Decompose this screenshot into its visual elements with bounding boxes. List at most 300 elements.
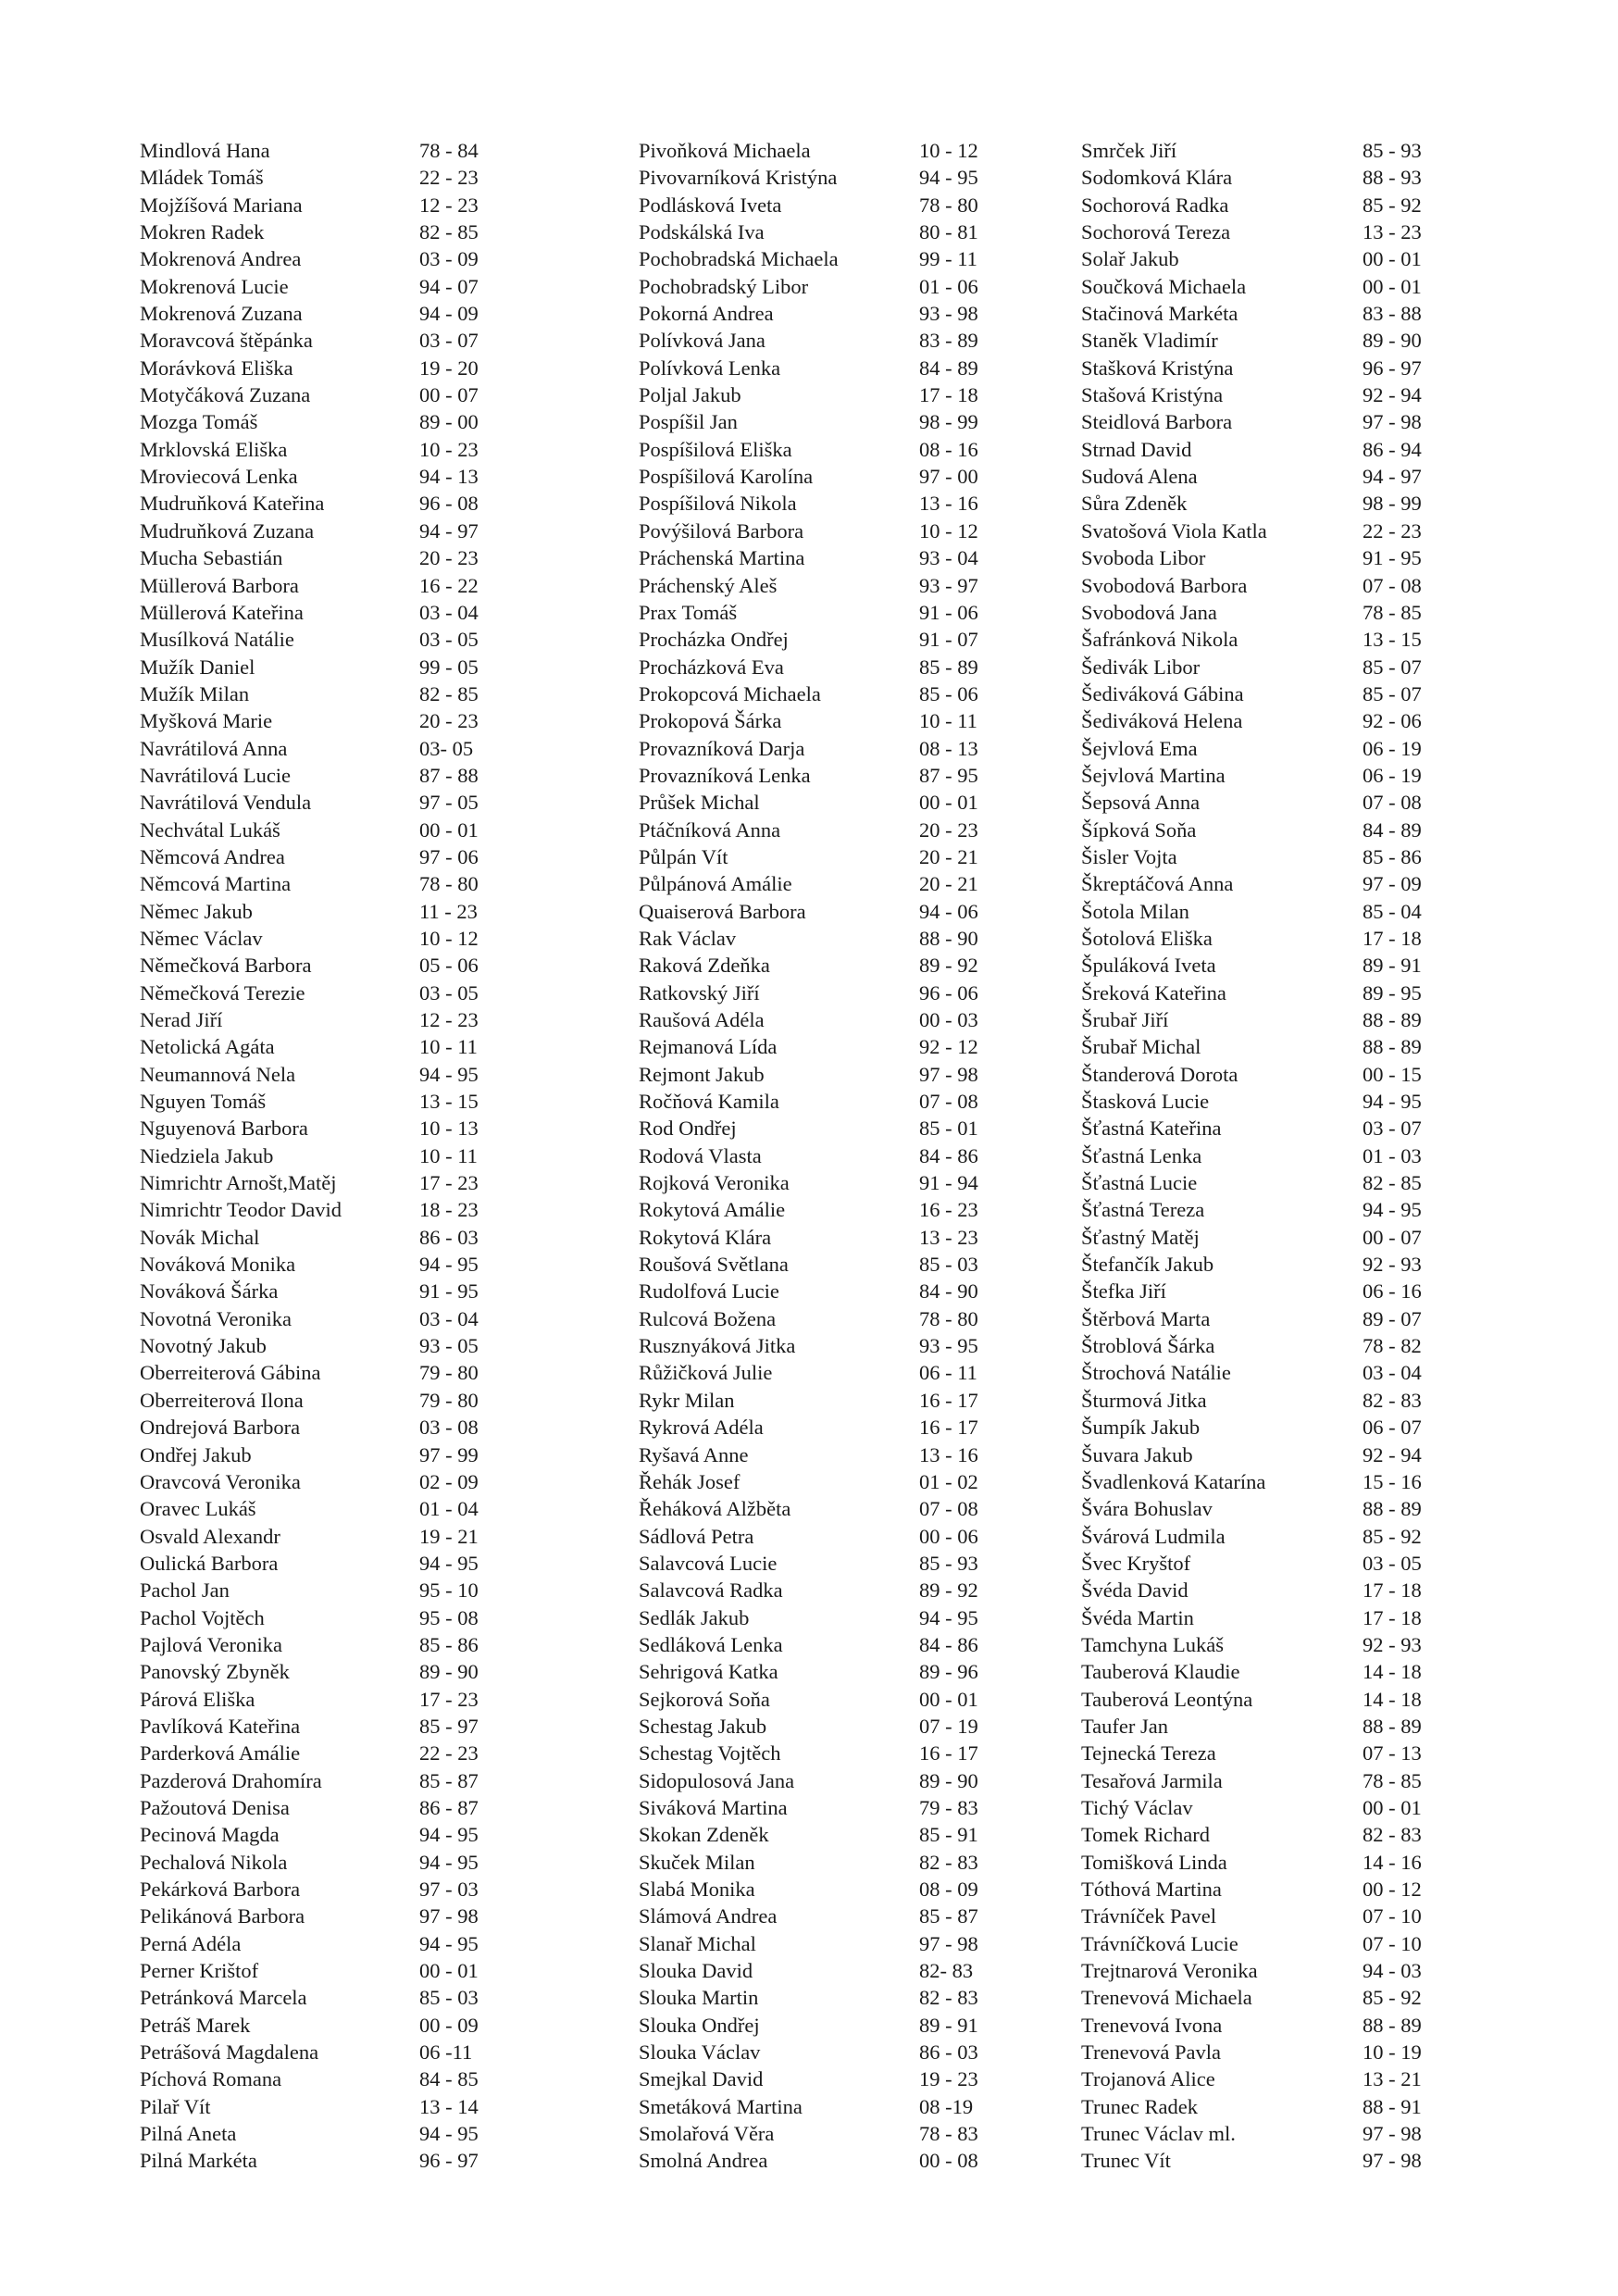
year-range: 00 - 01	[919, 1687, 978, 1711]
person-name: Myšková Marie	[140, 709, 273, 733]
person-name: Sehrigová Katka	[639, 1660, 778, 1684]
person-name: Tichý Václav	[1081, 1795, 1193, 1819]
person-name: Štanderová Dorota	[1081, 1062, 1238, 1086]
person-name: Šisler Vojta	[1081, 844, 1177, 868]
year-range: 02 - 09	[419, 1469, 479, 1493]
person-name: Štasková Lucie	[1081, 1090, 1210, 1114]
person-name: Ratkovský Jiří	[639, 980, 760, 1004]
year-range: 79 - 83	[919, 1795, 978, 1819]
year-range: 82 - 83	[919, 1986, 978, 2010]
year-range: 84 - 89	[919, 356, 978, 380]
year-range: 98 - 99	[919, 410, 978, 434]
year-range: 85 - 03	[919, 1253, 978, 1277]
person-name: Nimrichtr Teodor David	[140, 1198, 342, 1222]
year-range: 78 - 83	[919, 2122, 978, 2146]
person-name: Stašková Kristýna	[1081, 356, 1234, 380]
year-range: 87 - 88	[419, 763, 479, 787]
year-range: 96 - 97	[1363, 356, 1422, 380]
year-range: 85 - 91	[919, 1823, 978, 1847]
person-name: Mokrenová Zuzana	[140, 302, 303, 326]
year-range: 97 - 98	[919, 1062, 978, 1086]
person-name: Novák Michal	[140, 1225, 260, 1249]
person-name: Škreptáčová Anna	[1081, 872, 1234, 896]
year-range: 79 - 80	[419, 1361, 479, 1385]
year-range: 85 - 89	[919, 655, 978, 679]
person-name: Trenevová Ivona	[1081, 2013, 1223, 2037]
person-name: Němcová Martina	[140, 872, 292, 896]
person-name: Rokytová Klára	[639, 1225, 772, 1249]
year-range: 95 - 08	[419, 1605, 479, 1629]
person-name: Tejnecká Tereza	[1081, 1741, 1216, 1766]
year-range: 20 - 23	[419, 709, 479, 733]
person-name: Pivovarníková Kristýna	[639, 166, 838, 190]
year-range: 16 - 17	[919, 1388, 978, 1412]
year-range: 13 - 23	[1363, 220, 1422, 244]
person-name: Šediváková Helena	[1081, 709, 1243, 733]
person-name: Svobodová Jana	[1081, 600, 1217, 624]
person-name: Šumpík Jakub	[1081, 1416, 1201, 1440]
year-range: 85 - 93	[1363, 139, 1422, 162]
year-range: 80 - 81	[919, 220, 978, 244]
person-name: Mindlová Hana	[140, 139, 270, 162]
person-name: Rudolfová Lucie	[639, 1279, 779, 1304]
person-name: Staněk Vladimír	[1081, 329, 1218, 353]
year-range: 14 - 16	[1363, 1850, 1422, 1874]
person-name: Rusznyáková Jitka	[639, 1334, 796, 1358]
year-range: 10 - 19	[1363, 2040, 1422, 2065]
year-range: 97 - 05	[419, 791, 479, 815]
year-range: 13 - 15	[419, 1090, 479, 1114]
year-range: 94 - 95	[1363, 1090, 1422, 1114]
year-range: 06 - 16	[1363, 1279, 1422, 1304]
year-range: 18 - 23	[419, 1198, 479, 1222]
year-range: 89 - 00	[419, 410, 479, 434]
person-name: Šťastná Tereza	[1081, 1198, 1205, 1222]
person-name: Pilná Aneta	[140, 2122, 237, 2146]
year-range: 88 - 89	[1363, 1497, 1422, 1521]
year-range: 85 - 86	[1363, 844, 1422, 868]
year-range: 07 - 10	[1363, 1904, 1422, 1928]
year-range: 03 - 04	[419, 1306, 479, 1330]
person-name: Pelikánová Barbora	[140, 1904, 305, 1928]
year-range: 86 - 03	[419, 1225, 479, 1249]
person-name: Ondřej Jakub	[140, 1442, 252, 1466]
year-range: 22 - 23	[419, 1741, 479, 1766]
year-range: 00 - 01	[419, 817, 479, 842]
person-name: Osvald Alexandr	[140, 1524, 280, 1548]
person-name: Salavcová Lucie	[639, 1551, 778, 1575]
person-name: Štrochová Natálie	[1081, 1361, 1231, 1385]
year-range: 03 - 05	[1363, 1551, 1422, 1575]
person-name: Polívková Jana	[639, 329, 765, 353]
year-range: 17 - 18	[1363, 1578, 1422, 1603]
year-range: 92 - 93	[1363, 1253, 1422, 1277]
person-name: Stašová Kristýna	[1081, 383, 1224, 407]
year-range: 85 - 87	[419, 1768, 479, 1792]
person-name: Šťastná Lenka	[1081, 1143, 1202, 1167]
year-range: 94 - 13	[419, 465, 479, 489]
year-range: 84 - 85	[419, 2067, 479, 2091]
person-name: Perner Krištof	[140, 1959, 259, 1983]
person-name: Šípková Soňa	[1081, 817, 1197, 842]
year-range: 03 - 05	[419, 628, 479, 652]
year-range: 91 - 07	[919, 628, 978, 652]
year-range: 00 - 07	[1363, 1225, 1422, 1249]
person-name: Neumannová Nela	[140, 1062, 296, 1086]
person-name: Nguyen Tomáš	[140, 1090, 267, 1114]
year-range: 99 - 05	[419, 655, 479, 679]
year-range: 82 - 85	[419, 681, 479, 705]
person-name: Mojžíšová Mariana	[140, 193, 303, 217]
person-name: Oravec Lukáš	[140, 1497, 256, 1521]
year-range: 85 - 03	[419, 1986, 479, 2010]
person-name: Nováková Šárka	[140, 1279, 279, 1304]
year-range: 14 - 18	[1363, 1687, 1422, 1711]
year-range: 97 - 98	[1363, 2149, 1422, 2173]
person-name: Niedziela Jakub	[140, 1143, 274, 1167]
person-name: Růžičková Julie	[639, 1361, 773, 1385]
person-name: Müllerová Kateřina	[140, 600, 304, 624]
person-name: Schestag Jakub	[639, 1714, 767, 1738]
person-name: Slanař Michal	[639, 1931, 756, 1955]
year-range: 03 - 07	[419, 329, 479, 353]
person-name: Práchenský Aleš	[639, 573, 778, 597]
person-name: Sejkorová Soňa	[639, 1687, 770, 1711]
person-name: Oberreiterová Gábina	[140, 1361, 321, 1385]
year-range: 03 - 09	[419, 247, 479, 271]
person-name: Šejvlová Ema	[1081, 736, 1198, 760]
year-range: 13 - 15	[1363, 628, 1422, 652]
person-name: Pokorná Andrea	[639, 302, 774, 326]
year-range: 91 - 95	[419, 1279, 479, 1304]
person-name: Smetáková Martina	[639, 2094, 803, 2118]
person-name: Parderková Amálie	[140, 1741, 301, 1766]
year-range: 97 - 98	[419, 1904, 479, 1928]
person-name: Trunec Radek	[1081, 2094, 1199, 2118]
person-name: Sedlák Jakub	[639, 1605, 750, 1629]
year-range: 07 - 13	[1363, 1741, 1422, 1766]
person-name: Provazníková Lenka	[639, 763, 811, 787]
person-name: Smolařová Věra	[639, 2122, 775, 2146]
year-range: 07 - 08	[919, 1497, 978, 1521]
year-range: 93 - 98	[919, 302, 978, 326]
year-range: 94 - 03	[1363, 1959, 1422, 1983]
year-range: 94 - 06	[919, 899, 978, 923]
year-range: 10 - 12	[919, 139, 978, 162]
person-name: Novotný Jakub	[140, 1334, 267, 1358]
year-range: 78 - 85	[1363, 600, 1422, 624]
person-name: Pospíšil Jan	[639, 410, 738, 434]
year-range: 10 - 23	[419, 437, 479, 461]
year-range: 17 - 18	[1363, 1605, 1422, 1629]
person-name: Prokopcová Michaela	[639, 681, 821, 705]
year-range: 03 - 04	[419, 600, 479, 624]
person-name: Šedivák Libor	[1081, 655, 1201, 679]
person-name: Perná Adéla	[140, 1931, 242, 1955]
person-name: Tomek Richard	[1081, 1823, 1211, 1847]
person-name: Mužík Milan	[140, 681, 250, 705]
person-name: Tóthová Martina	[1081, 1878, 1222, 1901]
person-name: Šťastná Kateřina	[1081, 1117, 1222, 1141]
person-name: Rejmont Jakub	[639, 1062, 765, 1086]
year-range: 07 - 08	[1363, 573, 1422, 597]
year-range: 00 - 01	[419, 1959, 479, 1983]
person-name: Ondrejová Barbora	[140, 1416, 301, 1440]
person-name: Raková Zdeňka	[639, 954, 770, 978]
year-range: 94 - 95	[419, 1823, 479, 1847]
year-range: 91 - 95	[1363, 546, 1422, 570]
person-name: Mucha Sebastián	[140, 546, 283, 570]
person-name: Trojanová Alice	[1081, 2067, 1215, 2091]
year-range: 06 - 11	[919, 1361, 977, 1385]
person-name: Navrátilová Vendula	[140, 791, 312, 815]
person-name: Slouka David	[639, 1959, 753, 1983]
person-name: Šotola Milan	[1081, 899, 1189, 923]
year-range: 84 - 86	[919, 1632, 978, 1656]
year-range: 92 - 93	[1363, 1632, 1422, 1656]
person-name: Roušová Světlana	[639, 1253, 789, 1277]
year-range: 10 - 12	[419, 926, 479, 950]
year-range: 00 - 01	[1363, 1795, 1422, 1819]
year-range: 89 - 96	[919, 1660, 978, 1684]
person-name: Štroblová Šárka	[1081, 1334, 1215, 1358]
person-name: Řeháková Alžběta	[639, 1497, 791, 1521]
year-range: 91 - 06	[919, 600, 978, 624]
year-range: 87 - 95	[919, 763, 978, 787]
year-range: 92 - 12	[919, 1035, 978, 1059]
person-name: Rojková Veronika	[639, 1171, 790, 1195]
person-name: Pochobradská Michaela	[639, 247, 839, 271]
year-range: 06 - 19	[1363, 763, 1422, 787]
person-name: Štěrbová Marta	[1081, 1306, 1211, 1330]
year-range: 94 - 95	[419, 1062, 479, 1086]
person-name: Švadlenková Katarína	[1081, 1469, 1266, 1493]
person-name: Švec Kryštof	[1081, 1551, 1191, 1575]
year-range: 19 - 21	[419, 1524, 479, 1548]
year-range: 00 - 01	[1363, 247, 1422, 271]
year-range: 19 - 23	[919, 2067, 978, 2091]
year-range: 88 - 89	[1363, 1035, 1422, 1059]
person-name: Trenevová Michaela	[1081, 1986, 1252, 2010]
year-range: 78 - 80	[919, 1306, 978, 1330]
year-range: 10 - 11	[919, 709, 977, 733]
person-name: Pecinová Magda	[140, 1823, 280, 1847]
person-name: Navrátilová Lucie	[140, 763, 292, 787]
person-name: Pilař Vít	[140, 2094, 211, 2118]
year-range: 96 - 97	[419, 2149, 479, 2173]
year-range: 94 - 97	[419, 518, 479, 543]
person-name: Mokren Radek	[140, 220, 265, 244]
year-range: 13 - 16	[919, 1442, 978, 1466]
person-name: Šťastný Matěj	[1081, 1225, 1200, 1249]
person-name: Pajlová Veronika	[140, 1632, 282, 1656]
year-range: 89 - 95	[1363, 980, 1422, 1004]
year-range: 00 - 01	[919, 791, 978, 815]
person-name: Mokrenová Lucie	[140, 274, 289, 298]
year-range: 78 - 80	[419, 872, 479, 896]
person-name: Štefka Jiří	[1081, 1279, 1166, 1304]
person-name: Sádlová Petra	[639, 1524, 754, 1548]
year-range: 97 - 99	[419, 1442, 479, 1466]
year-range: 89 - 90	[1363, 329, 1422, 353]
year-range: 07 - 19	[919, 1714, 978, 1738]
year-range: 83 - 89	[919, 329, 978, 353]
year-range: 10 - 13	[419, 1117, 479, 1141]
year-range: 85 - 92	[1363, 1524, 1422, 1548]
year-range: 82- 83	[919, 1959, 974, 1983]
person-name: Špuláková Iveta	[1081, 954, 1216, 978]
year-range: 89 - 90	[419, 1660, 479, 1684]
year-range: 85 - 01	[919, 1117, 978, 1141]
year-range: 89 - 91	[919, 2013, 978, 2037]
year-range: 10 - 11	[419, 1035, 478, 1059]
year-range: 06 - 19	[1363, 736, 1422, 760]
year-range: 12 - 23	[419, 193, 479, 217]
year-range: 01 - 06	[919, 274, 978, 298]
person-name: Mroviecová Lenka	[140, 465, 298, 489]
person-name: Svatošová Viola Katla	[1081, 518, 1267, 543]
person-name: Švárová Ludmila	[1081, 1524, 1226, 1548]
year-range: 85 - 07	[1363, 681, 1422, 705]
year-range: 19 - 20	[419, 356, 479, 380]
person-name: Steidlová Barbora	[1081, 410, 1233, 434]
person-name: Poljal Jakub	[639, 383, 741, 407]
year-range: 17 - 18	[1363, 926, 1422, 950]
year-range: 82 - 83	[1363, 1823, 1422, 1847]
year-range: 16 - 23	[919, 1198, 978, 1222]
person-name: Smejkal David	[639, 2067, 764, 2091]
person-name: Štefančík Jakub	[1081, 1253, 1214, 1277]
person-name: Rodová Vlasta	[639, 1143, 762, 1167]
person-name: Pavlíková Kateřina	[140, 1714, 301, 1738]
person-name: Rykrová Adéla	[639, 1416, 764, 1440]
year-range: 88 - 93	[1363, 166, 1422, 190]
person-name: Solař Jakub	[1081, 247, 1179, 271]
year-range: 94 - 95	[419, 1931, 479, 1955]
year-range: 92 - 94	[1363, 1442, 1422, 1466]
person-name: Tamchyna Lukáš	[1081, 1632, 1224, 1656]
person-name: Šediváková Gábina	[1081, 681, 1244, 705]
year-range: 88 - 89	[1363, 1714, 1422, 1738]
person-name: Smrček Jiří	[1081, 139, 1177, 162]
year-range: 82 - 85	[1363, 1171, 1422, 1195]
person-name: Párová Eliška	[140, 1687, 255, 1711]
person-name: Pekárková Barbora	[140, 1878, 301, 1901]
year-range: 78 - 82	[1363, 1334, 1422, 1358]
year-range: 93 - 97	[919, 573, 978, 597]
person-name: Petrášová Magdalena	[140, 2040, 319, 2065]
person-name: Prokopová Šárka	[639, 709, 782, 733]
year-range: 78 - 84	[419, 139, 479, 162]
year-range: 94 - 95	[419, 1551, 479, 1575]
person-name: Moravcová štěpánka	[140, 329, 313, 353]
year-range: 84 - 89	[1363, 817, 1422, 842]
year-range: 82 - 83	[1363, 1388, 1422, 1412]
person-name: Řehák Josef	[639, 1469, 741, 1493]
year-range: 82 - 83	[919, 1850, 978, 1874]
year-range: 95 - 10	[419, 1578, 479, 1603]
person-name: Skuček Milan	[639, 1850, 755, 1874]
person-name: Skokan Zdeněk	[639, 1823, 769, 1847]
year-range: 08 - 13	[919, 736, 978, 760]
person-name: Sůra Zdeněk	[1081, 492, 1188, 516]
year-range: 13 - 23	[919, 1225, 978, 1249]
person-name: Šrubař Michal	[1081, 1035, 1201, 1059]
year-range: 01 - 03	[1363, 1143, 1422, 1167]
year-range: 93 - 95	[919, 1334, 978, 1358]
year-range: 00 - 12	[1363, 1878, 1422, 1901]
year-range: 96 - 08	[419, 492, 479, 516]
person-name: Procházka Ondřej	[639, 628, 789, 652]
year-range: 97 - 98	[1363, 410, 1422, 434]
year-range: 97 - 00	[919, 465, 978, 489]
year-range: 17 - 23	[419, 1171, 479, 1195]
year-range: 03- 05	[419, 736, 474, 760]
person-name: Mokrenová Andrea	[140, 247, 302, 271]
year-range: 82 - 85	[419, 220, 479, 244]
year-range: 94 - 07	[419, 274, 479, 298]
person-name: Müllerová Barbora	[140, 573, 299, 597]
person-name: Šotolová Eliška	[1081, 926, 1213, 950]
year-range: 89 - 07	[1363, 1306, 1422, 1330]
person-name: Píchová Romana	[140, 2067, 282, 2091]
year-range: 16 - 22	[419, 573, 479, 597]
person-name: Svobodová Barbora	[1081, 573, 1248, 597]
year-range: 94 - 95	[419, 1253, 479, 1277]
person-name: Mozga Tomáš	[140, 410, 258, 434]
person-name: Pachol Vojtěch	[140, 1605, 265, 1629]
person-name: Prax Tomáš	[639, 600, 738, 624]
year-range: 97 - 09	[1363, 872, 1422, 896]
year-range: 85 - 87	[919, 1904, 978, 1928]
year-range: 97 - 06	[419, 844, 479, 868]
year-range: 85 - 92	[1363, 1986, 1422, 2010]
person-name: Taufer Jan	[1081, 1714, 1168, 1738]
year-range: 86 - 87	[419, 1795, 479, 1819]
year-range: 88 - 91	[1363, 2094, 1422, 2118]
person-name: Podlásková Iveta	[639, 193, 782, 217]
person-name: Tomišková Linda	[1081, 1850, 1227, 1874]
year-range: 78 - 80	[919, 193, 978, 217]
year-range: 97 - 98	[1363, 2122, 1422, 2146]
year-range: 16 - 17	[919, 1416, 978, 1440]
year-range: 03 - 05	[419, 980, 479, 1004]
person-name: Švára Bohuslav	[1081, 1497, 1213, 1521]
year-range: 17 - 18	[919, 383, 978, 407]
person-name: Součková Michaela	[1081, 274, 1247, 298]
year-range: 93 - 05	[419, 1334, 479, 1358]
person-name: Sudová Alena	[1081, 465, 1198, 489]
person-name: Sochorová Radka	[1081, 193, 1229, 217]
person-name: Němec Václav	[140, 926, 263, 950]
year-range: 94 - 95	[419, 1850, 479, 1874]
person-name: Mládek Tomáš	[140, 166, 264, 190]
person-name: Salavcová Radka	[639, 1578, 783, 1603]
year-range: 88 - 89	[1363, 2013, 1422, 2037]
person-name: Stačinová Markéta	[1081, 302, 1238, 326]
person-name: Petránková Marcela	[140, 1986, 307, 2010]
person-name: Šťastná Lucie	[1081, 1171, 1198, 1195]
person-name: Pospíšilová Karolína	[639, 465, 814, 489]
year-range: 84 - 86	[919, 1143, 978, 1167]
year-range: 78 - 85	[1363, 1768, 1422, 1792]
year-range: 03 - 07	[1363, 1117, 1422, 1141]
person-name: Šuvara Jakub	[1081, 1442, 1193, 1466]
year-range: 05 - 06	[419, 954, 479, 978]
year-range: 13 - 14	[419, 2094, 479, 2118]
year-range: 01 - 04	[419, 1497, 479, 1521]
person-name: Pivoňková Michaela	[639, 139, 811, 162]
